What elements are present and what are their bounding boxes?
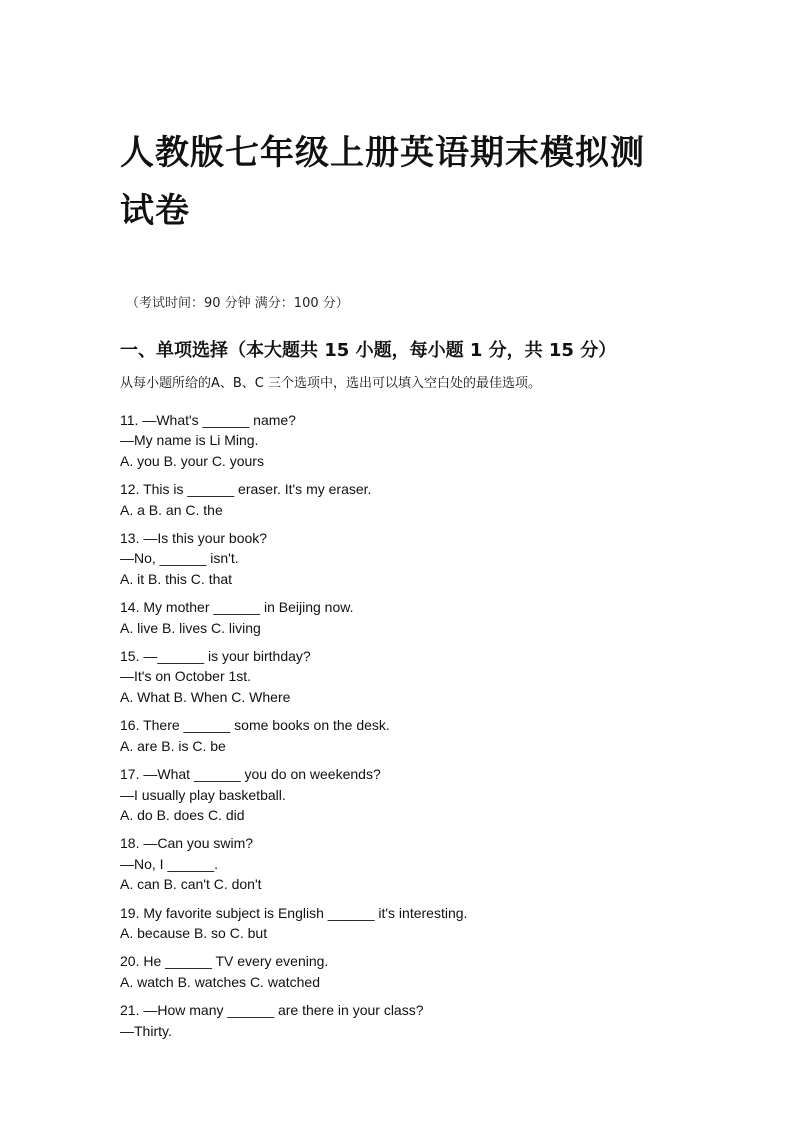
question-line: A. do B. does C. did: [120, 806, 245, 823]
question-item: [120, 646, 674, 707]
question-text: 15. —______ is your birthday?: [120, 648, 311, 665]
question-line: A. live B. lives C. living: [120, 619, 261, 636]
question-text: 20. He ______ TV every evening.: [120, 953, 329, 970]
question-item: [120, 951, 674, 992]
question-line: —I usually play basketball.: [120, 786, 286, 803]
question-text: 21. —How many ______ are there in your class?: [120, 1002, 424, 1019]
question-text: 13. —Is this your book?: [120, 530, 268, 547]
section-heading: 一、单项选择（本大题共 15 小题，每小题 1 分，共 15 分）: [120, 340, 617, 361]
question-item: [120, 410, 674, 471]
section-instruction: 从每小题所给的A、B、C 三个选项中，选出可以填入空白处的最佳选项。: [120, 376, 542, 391]
question-text: 18. —Can you swim?: [120, 835, 254, 852]
question-line: A. a B. an C. the: [120, 501, 223, 518]
question-line: —No, ______ isn't.: [120, 550, 239, 567]
question-line: A. watch B. watches C. watched: [120, 973, 320, 990]
question-line: A. it B. this C. that: [120, 570, 233, 587]
question-item: [120, 833, 674, 894]
question-line: —No, I ______.: [120, 855, 219, 872]
question-text: 11. —What's ______ name?: [120, 412, 296, 428]
exam-info: （考试时间：90 分钟 满分：100 分）: [126, 296, 349, 311]
question-item: [120, 597, 674, 638]
question-line: A. you B. your C. yours: [120, 452, 264, 469]
question-item: [120, 1000, 674, 1041]
question-item: [120, 764, 674, 825]
question-line: A. are B. is C. be: [120, 737, 226, 754]
question-item: [120, 715, 674, 756]
question-line: A. because B. so C. but: [120, 924, 268, 941]
question-line: A. can B. can't C. don't: [120, 876, 262, 893]
question-line: —Thirty.: [120, 1022, 172, 1039]
document-title: 人教版七年级上册英语期末模拟测试卷: [120, 133, 645, 231]
question-text: 19. My favorite subject is English ______ it's interesting.: [120, 904, 468, 921]
question-text: 14. My mother ______ in Beijing now.: [120, 599, 354, 616]
question-line: —My name is Li Ming.: [120, 432, 259, 449]
question-line: —It's on October 1st.: [120, 668, 252, 685]
question-text: 16. There ______ some books on the desk.: [120, 717, 390, 734]
question-text: 12. This is ______ eraser. It's my eraser.: [120, 481, 372, 498]
question-list: [120, 410, 674, 1041]
question-item: [120, 479, 674, 520]
question-line: A. What B. When C. Where: [120, 688, 291, 705]
question-item: [120, 903, 674, 944]
question-item: [120, 528, 674, 589]
question-text: 17. —What ______ you do on weekends?: [120, 766, 381, 783]
